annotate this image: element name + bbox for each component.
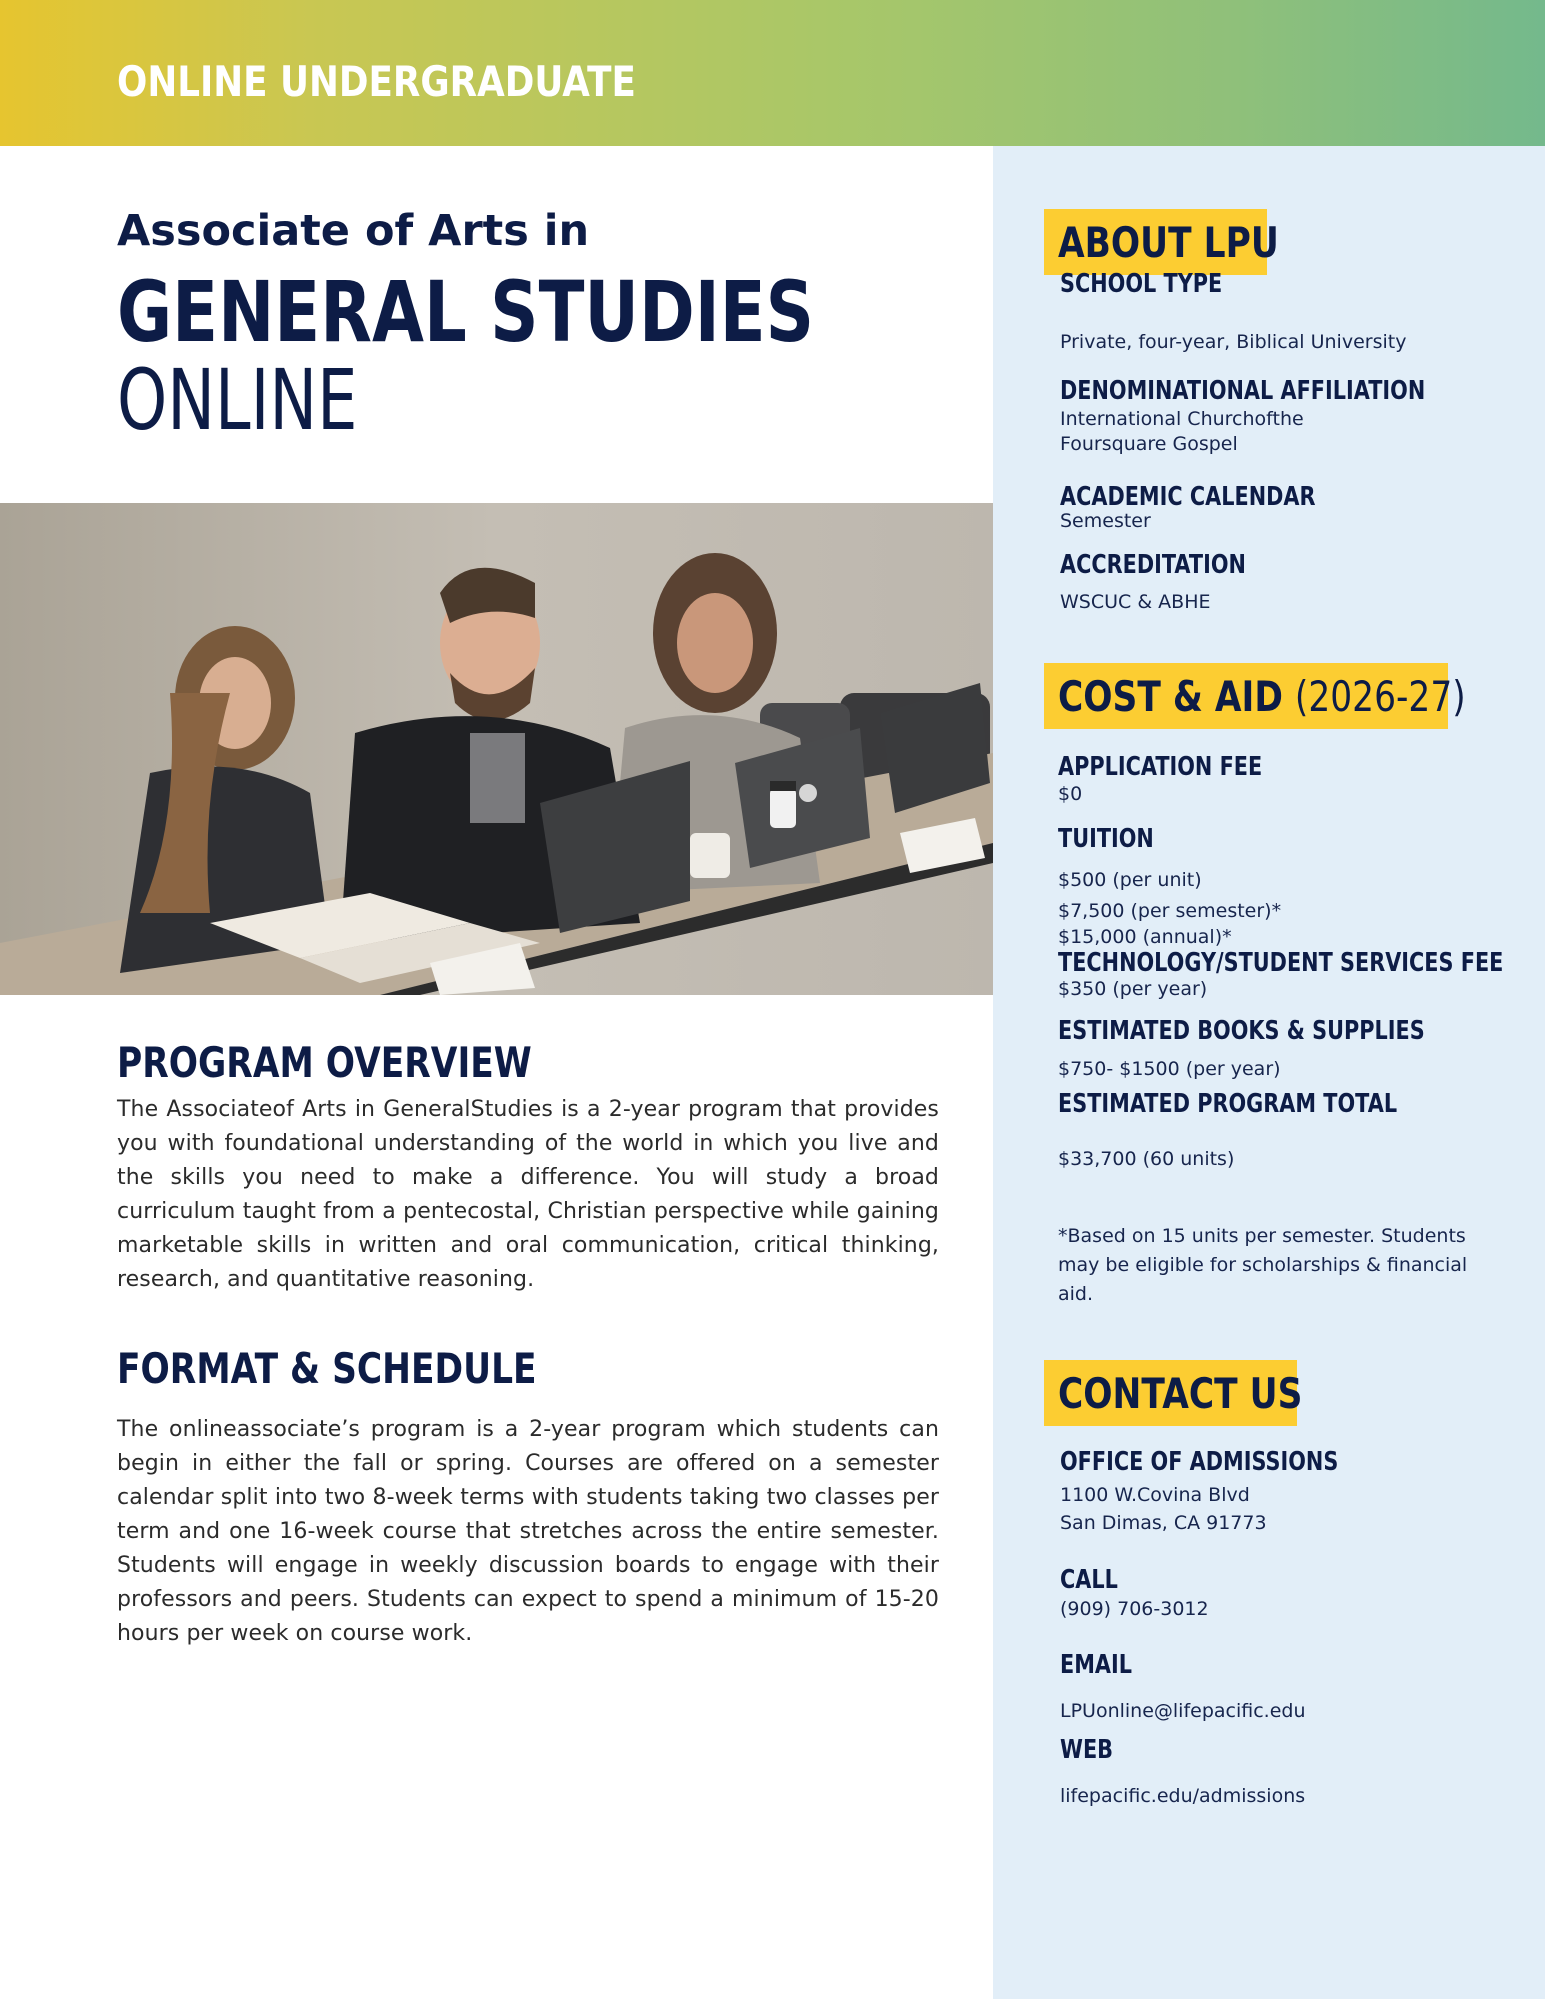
email-label: EMAIL — [1060, 1650, 1132, 1680]
top-banner — [0, 0, 1545, 146]
school-type-value: Private, four-year, Biblical University — [1060, 331, 1407, 353]
accreditation-value: WSCUC & ABHE — [1060, 591, 1211, 613]
email-link[interactable]: LPUonline@lifepacific.edu — [1060, 1700, 1306, 1722]
school-type-label: SCHOOL TYPE — [1060, 269, 1223, 299]
accreditation-label: ACCREDITATION — [1060, 550, 1246, 580]
web-label: WEB — [1060, 1735, 1114, 1765]
program-total-label: ESTIMATED PROGRAM TOTAL — [1058, 1089, 1398, 1119]
classroom-photo — [0, 503, 993, 995]
program-subtitle: Associate of Arts in — [117, 206, 590, 256]
tuition-label: TUITION — [1058, 824, 1154, 854]
tuition-semester: $7,500 (per semester)* — [1058, 900, 1282, 922]
cost-footnote: *Based on 15 units per semester. Students may be eligible for scholarships & financial aid. — [1058, 1225, 1468, 1305]
tuition-annual: $15,000 (annual)* — [1058, 926, 1232, 948]
program-overview-heading: PROGRAM OVERVIEW — [117, 1038, 532, 1087]
tech-fee-label: TECHNOLOGY/STUDENT SERVICES FEE — [1058, 948, 1504, 978]
academic-calendar-label: ACADEMIC CALENDAR — [1060, 482, 1316, 512]
cost-aid-heading — [1058, 672, 1466, 721]
address-line2: San Dimas, CA 91773 — [1060, 1512, 1267, 1534]
office-admissions-label: OFFICE OF ADMISSIONS — [1060, 1447, 1339, 1477]
program-title: GENERAL STUDIES — [117, 263, 815, 361]
classroom-photo-illustration — [0, 503, 993, 995]
cost-aid-year: (2026-27) — [1294, 671, 1466, 721]
format-schedule-text: The onlineassociate’s program is a 2-year program which students can begin in either the fall or spring. Courses are offered on a semester calendar split into two 8-week terms with students taking two classes per term and one 16-week course that stretches across the entire semester. Students will engage in weekly discussion boards to engage with their professors and peers. Students can expect to spend a minimum of 15-20 hours per week on course work. — [117, 1417, 939, 1646]
affiliation-line1: International Churchofthe — [1060, 408, 1304, 430]
call-label: CALL — [1060, 1565, 1118, 1595]
cost-aid-tag — [1044, 663, 1466, 729]
books-supplies-label: ESTIMATED BOOKS & SUPPLIES — [1058, 1016, 1425, 1046]
tech-fee-value: $350 (per year) — [1058, 978, 1208, 1000]
about-lpu-tag — [1044, 209, 1279, 275]
academic-calendar-value: Semester — [1060, 510, 1151, 532]
tuition-unit: $500 (per unit) — [1058, 869, 1202, 891]
program-total-value: $33,700 (60 units) — [1058, 1148, 1235, 1170]
program-overview-text: The Associateof Arts in GeneralStudies is a 2-year program that provides you with foundational understanding of the world in which you live and the skills you need to make a difference. You will study a broad curriculum taught from a pentecostal, Christian perspective while gaining marketable skills in written and oral communication, critical thinking, research, and quantitative reasoning. — [117, 1097, 939, 1292]
contact-us-heading: CONTACT US — [1058, 1368, 1303, 1418]
application-fee-value: $0 — [1058, 783, 1083, 805]
cost-aid-title: COST & AID — [1058, 671, 1283, 721]
program-mode: ONLINE — [117, 351, 358, 449]
banner-title: ONLINE UNDERGRADUATE — [117, 57, 636, 106]
contact-us-tag — [1044, 1360, 1303, 1426]
phone-value: (909) 706-3012 — [1060, 1598, 1209, 1620]
affiliation-line2: Foursquare Gospel — [1060, 433, 1238, 455]
affiliation-label: DENOMINATIONAL AFFILIATION — [1060, 376, 1426, 406]
format-schedule-heading: FORMAT & SCHEDULE — [117, 1344, 537, 1393]
web-link[interactable]: lifepacific.edu/admissions — [1060, 1785, 1306, 1807]
books-supplies-value: $750- $1500 (per year) — [1058, 1058, 1281, 1080]
address-line1: 1100 W.Covina Blvd — [1060, 1484, 1250, 1506]
about-lpu-heading: ABOUT LPU — [1058, 217, 1279, 267]
application-fee-label: APPLICATION FEE — [1058, 752, 1263, 782]
